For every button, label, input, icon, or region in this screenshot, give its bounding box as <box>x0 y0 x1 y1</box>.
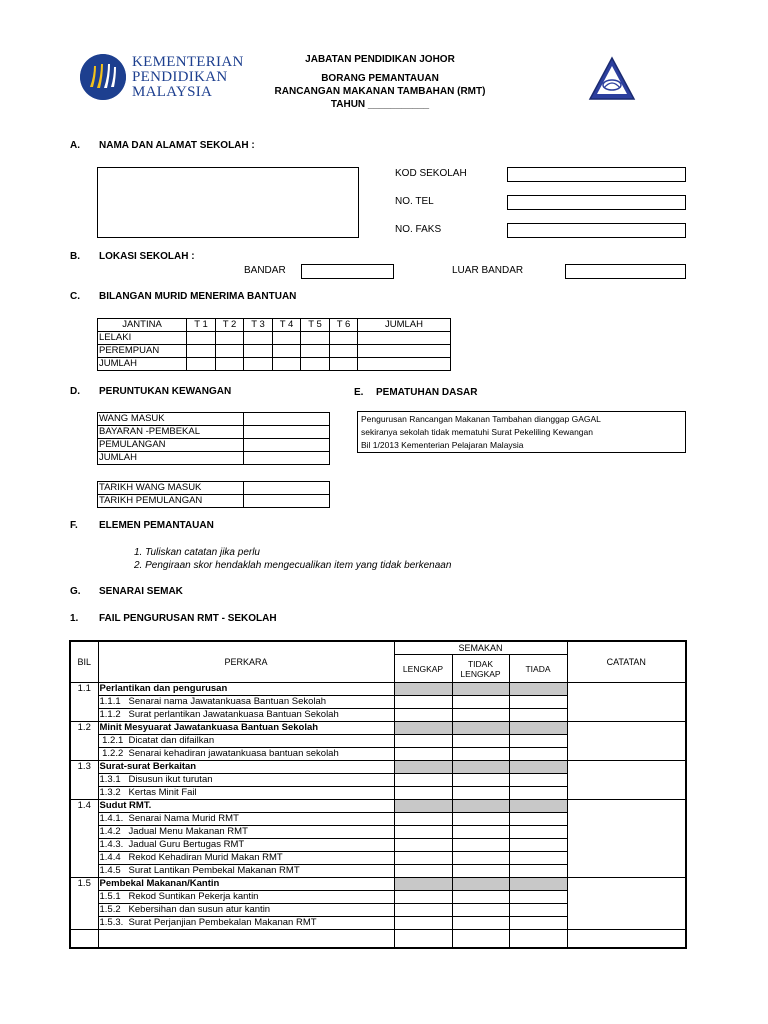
table-row <box>98 452 330 465</box>
catatan-cell[interactable] <box>567 878 686 930</box>
tiada-cell[interactable] <box>509 891 567 904</box>
lengkap-header: LENGKAP <box>394 655 452 683</box>
checklist-spacer-row <box>70 930 686 948</box>
table-header: T 5 <box>301 319 330 332</box>
section-a-title: NAMA DAN ALAMAT SEKOLAH : <box>99 140 255 151</box>
table-row <box>98 426 330 439</box>
catatan-cell[interactable] <box>567 683 686 722</box>
checklist-group-row <box>70 683 686 696</box>
input-cell[interactable] <box>358 345 451 358</box>
luar-bandar-label: LUAR BANDAR <box>452 265 524 276</box>
lengkap-cell[interactable] <box>394 904 452 917</box>
group-shaded-cell <box>394 683 452 696</box>
tidak-lengkap-cell[interactable] <box>452 735 509 748</box>
input-cell[interactable] <box>244 439 330 452</box>
kod-sekolah-field[interactable] <box>507 167 686 182</box>
row-label: JUMLAH <box>98 452 244 465</box>
tiada-cell[interactable] <box>509 787 567 800</box>
tidak-lengkap-cell[interactable] <box>452 826 509 839</box>
group-shaded-cell <box>452 800 509 813</box>
input-cell[interactable] <box>358 332 451 345</box>
table-header: T 3 <box>244 319 273 332</box>
table-row <box>98 495 330 508</box>
group-number: 1.4 <box>70 800 98 878</box>
lengkap-cell[interactable] <box>394 787 452 800</box>
tiada-cell[interactable] <box>509 904 567 917</box>
tiada-cell[interactable] <box>509 709 567 722</box>
group-number: 1.3 <box>70 761 98 800</box>
tidak-lengkap-cell[interactable] <box>452 917 509 930</box>
no-faks-field[interactable] <box>507 223 686 238</box>
input-cell[interactable] <box>301 332 330 345</box>
tidak-lengkap-cell[interactable] <box>452 813 509 826</box>
row-label: PEREMPUAN <box>98 345 187 358</box>
item-label: 1.4.1. Senarai Nama Murid RMT <box>98 813 394 826</box>
section-1-title: FAIL PENGURUSAN RMT - SEKOLAH <box>99 613 277 624</box>
lengkap-cell[interactable] <box>394 826 452 839</box>
group-shaded-cell <box>452 683 509 696</box>
table-header: T 6 <box>330 319 358 332</box>
ministry-emblem-icon <box>80 54 126 100</box>
input-cell[interactable] <box>358 358 451 371</box>
section-a-letter: A. <box>70 140 80 151</box>
group-title: Sudut RMT. <box>98 800 394 813</box>
table-header: JUMLAH <box>358 319 451 332</box>
bandar-checkbox[interactable] <box>301 264 394 279</box>
group-shaded-cell <box>452 722 509 735</box>
group-title: Surat-surat Berkaitan <box>98 761 394 774</box>
input-cell[interactable] <box>273 345 301 358</box>
item-label: 1.2.2 Senarai kehadiran jawatankuasa bantuan sekolah <box>98 748 394 761</box>
table-row <box>98 332 451 345</box>
table-header: T 4 <box>273 319 301 332</box>
table-header: JANTINA <box>98 319 187 332</box>
catatan-cell[interactable] <box>567 761 686 800</box>
kod-sekolah-label: KOD SEKOLAH <box>395 168 467 179</box>
tidak-lengkap-line-1: TIDAK <box>467 658 494 669</box>
section-c-letter: C. <box>70 291 80 302</box>
policy-line-1: Pengurusan Rancangan Makanan Tambahan dianggap GAGAL <box>361 414 601 424</box>
policy-line-2: sekiranya sekolah tidak mematuhi Surat Pekeliling Kewangan <box>361 427 593 437</box>
input-cell[interactable] <box>244 358 273 371</box>
note-2: 2. Pengiraan skor hendaklah mengecualikan item yang tidak berkenaan <box>134 560 452 571</box>
group-shaded-cell <box>509 761 567 774</box>
tiada-cell[interactable] <box>509 735 567 748</box>
input-cell[interactable] <box>273 358 301 371</box>
section-g-title: SENARAI SEMAK <box>99 586 183 597</box>
input-cell[interactable] <box>330 358 358 371</box>
logo-line-1: KEMENTERIAN <box>132 53 244 70</box>
item-label: 1.4.2 Jadual Menu Makanan RMT <box>98 826 394 839</box>
finance-table <box>97 412 330 465</box>
group-number: 1.1 <box>70 683 98 722</box>
input-cell[interactable] <box>244 332 273 345</box>
note-1: 1. Tuliskan catatan jika perlu <box>134 547 260 558</box>
input-cell[interactable] <box>330 345 358 358</box>
item-label: 1.4.4 Rekod Kehadiran Murid Makan RMT <box>98 852 394 865</box>
catatan-cell[interactable] <box>567 722 686 761</box>
school-name-address-field[interactable] <box>97 167 359 238</box>
checklist-group-row <box>70 722 686 735</box>
row-label: BAYARAN -PEMBEKAL <box>98 426 244 439</box>
luar-bandar-checkbox[interactable] <box>565 264 686 279</box>
student-count-table <box>97 318 451 371</box>
group-shaded-cell <box>509 683 567 696</box>
logo-line-3: MALAYSIA <box>132 83 213 100</box>
input-cell[interactable] <box>244 413 330 426</box>
section-c-title: BILANGAN MURID MENERIMA BANTUAN <box>99 291 297 302</box>
table-row <box>98 482 330 495</box>
input-cell[interactable] <box>187 332 216 345</box>
checklist-group-row <box>70 761 686 774</box>
form-title-2: RANCANGAN MAKANAN TAMBAHAN (RMT) <box>274 86 486 97</box>
row-label: PEMULANGAN <box>98 439 244 452</box>
table-row <box>98 439 330 452</box>
table-row <box>98 413 330 426</box>
tiada-cell[interactable] <box>509 852 567 865</box>
tidak-lengkap-cell[interactable] <box>452 696 509 709</box>
bil-header: BIL <box>70 641 98 683</box>
input-cell[interactable] <box>244 452 330 465</box>
group-shaded-cell <box>509 722 567 735</box>
group-shaded-cell <box>394 761 452 774</box>
tidak-lengkap-cell[interactable] <box>452 865 509 878</box>
input-cell[interactable] <box>330 332 358 345</box>
policy-line-3: Bil 1/2013 Kementerian Pelajaran Malaysia <box>361 440 524 450</box>
item-label: 1.5.3. Surat Perjanjian Pembekalan Makanan RMT <box>98 917 394 930</box>
lengkap-cell[interactable] <box>394 709 452 722</box>
table-header: T 2 <box>216 319 244 332</box>
checklist-group-row <box>70 878 686 891</box>
lengkap-cell[interactable] <box>394 735 452 748</box>
table-header-row <box>98 319 451 332</box>
input-cell[interactable] <box>216 345 244 358</box>
group-shaded-cell <box>452 878 509 891</box>
policy-compliance-box <box>357 411 686 453</box>
input-cell[interactable] <box>244 482 330 495</box>
tidak-lengkap-header <box>452 655 509 683</box>
item-label: 1.1.1 Senarai nama Jawatankuasa Bantuan Sekolah <box>98 696 394 709</box>
section-b-title: LOKASI SEKOLAH : <box>99 251 195 262</box>
input-cell[interactable] <box>301 345 330 358</box>
input-cell[interactable] <box>187 358 216 371</box>
johor-emblem-icon <box>588 56 636 105</box>
tiada-cell[interactable] <box>509 839 567 852</box>
no-faks-label: NO. FAKS <box>395 224 442 235</box>
lengkap-cell[interactable] <box>394 865 452 878</box>
tiada-cell[interactable] <box>509 865 567 878</box>
row-label: JUMLAH <box>98 358 187 371</box>
table-header: T 1 <box>187 319 216 332</box>
group-shaded-cell <box>509 878 567 891</box>
tidak-lengkap-cell[interactable] <box>452 852 509 865</box>
tidak-lengkap-line-2: LENGKAP <box>460 668 501 679</box>
group-shaded-cell <box>509 800 567 813</box>
lengkap-cell[interactable] <box>394 852 452 865</box>
group-shaded-cell <box>394 878 452 891</box>
tiada-cell[interactable] <box>509 696 567 709</box>
section-f-letter: F. <box>70 520 78 531</box>
input-cell[interactable] <box>244 426 330 439</box>
tidak-lengkap-cell[interactable] <box>452 891 509 904</box>
tiada-header: TIADA <box>509 655 567 683</box>
item-label: 1.5.1 Rekod Suntikan Pekerja kantin <box>98 891 394 904</box>
tidak-lengkap-cell[interactable] <box>452 709 509 722</box>
item-label: 1.4.3. Jadual Guru Bertugas RMT <box>98 839 394 852</box>
group-shaded-cell <box>394 800 452 813</box>
input-cell[interactable] <box>187 345 216 358</box>
lengkap-cell[interactable] <box>394 748 452 761</box>
item-label: 1.1.2 Surat perlantikan Jawatankuasa Bantuan Sekolah <box>98 709 394 722</box>
lengkap-cell[interactable] <box>394 696 452 709</box>
tidak-lengkap-cell[interactable] <box>452 748 509 761</box>
tidak-lengkap-cell[interactable] <box>452 774 509 787</box>
tiada-cell[interactable] <box>509 774 567 787</box>
catatan-cell[interactable] <box>567 800 686 878</box>
group-title: Perlantikan dan pengurusan <box>98 683 394 696</box>
finance-dates-table <box>97 481 330 508</box>
item-label: 1.4.5 Surat Lantikan Pembekal Makanan RMT <box>98 865 394 878</box>
checklist-table <box>69 640 687 949</box>
section-e-letter: E. <box>354 387 364 398</box>
input-cell[interactable] <box>273 332 301 345</box>
row-label: TARIKH WANG MASUK <box>98 482 244 495</box>
lengkap-cell[interactable] <box>394 774 452 787</box>
section-e-title: PEMATUHAN DASAR <box>376 387 478 398</box>
row-label: TARIKH PEMULANGAN <box>98 495 244 508</box>
table-row <box>98 358 451 371</box>
lengkap-cell[interactable] <box>394 917 452 930</box>
section-f-title: ELEMEN PEMANTAUAN <box>99 520 214 531</box>
group-title: Minit Mesyuarat Jawatankuasa Bantuan Sekolah <box>98 722 394 735</box>
section-1-number: 1. <box>70 613 79 624</box>
logo-line-2: PENDIDIKAN <box>132 68 228 85</box>
table-row <box>98 345 451 358</box>
checklist-header-row <box>70 641 686 655</box>
group-number: 1.5 <box>70 878 98 930</box>
input-cell[interactable] <box>216 332 244 345</box>
no-tel-label: NO. TEL <box>395 196 434 207</box>
input-cell[interactable] <box>244 345 273 358</box>
tidak-lengkap-cell[interactable] <box>452 787 509 800</box>
input-cell[interactable] <box>301 358 330 371</box>
item-label: 1.3.1 Disusun ikut turutan <box>98 774 394 787</box>
lengkap-cell[interactable] <box>394 813 452 826</box>
lengkap-cell[interactable] <box>394 839 452 852</box>
section-b-letter: B. <box>70 251 80 262</box>
tidak-lengkap-cell[interactable] <box>452 839 509 852</box>
section-g-letter: G. <box>70 586 81 597</box>
catatan-header: CATATAN <box>567 641 686 683</box>
group-number: 1.2 <box>70 722 98 761</box>
tiada-cell[interactable] <box>509 748 567 761</box>
tiada-cell[interactable] <box>509 917 567 930</box>
row-label: WANG MASUK <box>98 413 244 426</box>
input-cell[interactable] <box>244 495 330 508</box>
item-label: 1.3.2 Kertas Minit Fail <box>98 787 394 800</box>
row-label: LELAKI <box>98 332 187 345</box>
tiada-cell[interactable] <box>509 826 567 839</box>
section-d-letter: D. <box>70 386 80 397</box>
no-tel-field[interactable] <box>507 195 686 210</box>
department-name: JABATAN PENDIDIKAN JOHOR <box>305 54 455 65</box>
group-title: Pembekal Makanan/Kantin <box>98 878 394 891</box>
perkara-header: PERKARA <box>98 641 394 683</box>
tidak-lengkap-cell[interactable] <box>452 904 509 917</box>
form-title-1: BORANG PEMANTAUAN <box>321 73 439 84</box>
group-shaded-cell <box>452 761 509 774</box>
group-shaded-cell <box>394 722 452 735</box>
tiada-cell[interactable] <box>509 813 567 826</box>
item-label: 1.5.2 Kebersihan dan susun atur kantin <box>98 904 394 917</box>
input-cell[interactable] <box>216 358 244 371</box>
lengkap-cell[interactable] <box>394 891 452 904</box>
year-label: TAHUN ___________ <box>330 99 430 110</box>
item-label: 1.2.1 Dicatat dan difailkan <box>98 735 394 748</box>
semakan-header: SEMAKAN <box>394 641 567 655</box>
bandar-label: BANDAR <box>244 265 286 276</box>
checklist-group-row <box>70 800 686 813</box>
section-d-title: PERUNTUKAN KEWANGAN <box>99 386 232 397</box>
